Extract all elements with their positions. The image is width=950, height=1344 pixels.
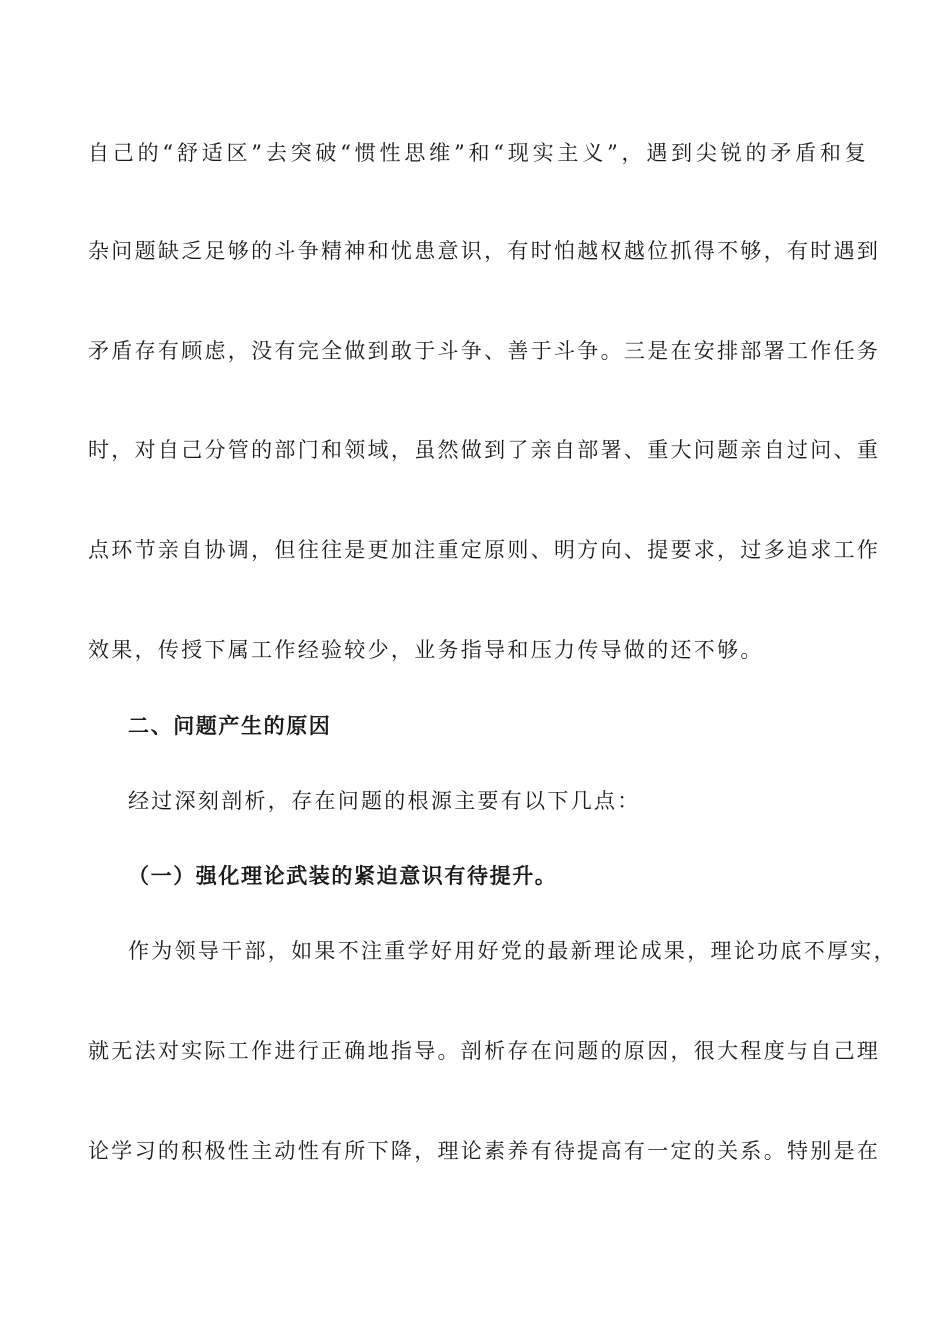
intro-line: 经过深刻剖析，存在问题的根源主要有以下几点：: [128, 789, 641, 813]
section-heading: 二、问题产生的原因: [128, 714, 332, 738]
paragraph-line: 效果，传授下属工作经验较少，业务指导和压力传导做的还不够。: [88, 638, 764, 662]
paragraph-line: 杂问题缺乏足够的斗争精神和忧患意识，有时怕越权越位抓得不够，有时遇到: [88, 239, 881, 263]
paragraph-line: 论学习的积极性主动性有所下降，理论素养有待提高有一定的关系。特别是在: [88, 1139, 881, 1163]
paragraph-line: 点环节亲自协调，但往往是更加注重定原则、明方向、提要求，过多追求工作: [88, 538, 881, 562]
paragraph-line: 作为领导干部，如果不注重学好用好党的最新理论成果，理论功底不厚实，: [128, 939, 897, 963]
paragraph-line: 矛盾存有顾虑，没有完全做到敢于斗争、善于斗争。三是在安排部署工作任务: [88, 339, 881, 363]
paragraph-line: 自己的“舒适区”去突破“惯性思维”和“现实主义”，遇到尖锐的矛盾和复: [88, 141, 868, 165]
paragraph-line: 时，对自己分管的部门和领域，虽然做到了亲自部署、重大问题亲自过问、重: [88, 438, 881, 462]
paragraph-line: 就无法对实际工作进行正确地指导。剖析存在问题的原因，很大程度与自己理: [88, 1039, 881, 1063]
subheading: （一）强化理论武装的紧迫意识有待提升。: [128, 864, 558, 888]
